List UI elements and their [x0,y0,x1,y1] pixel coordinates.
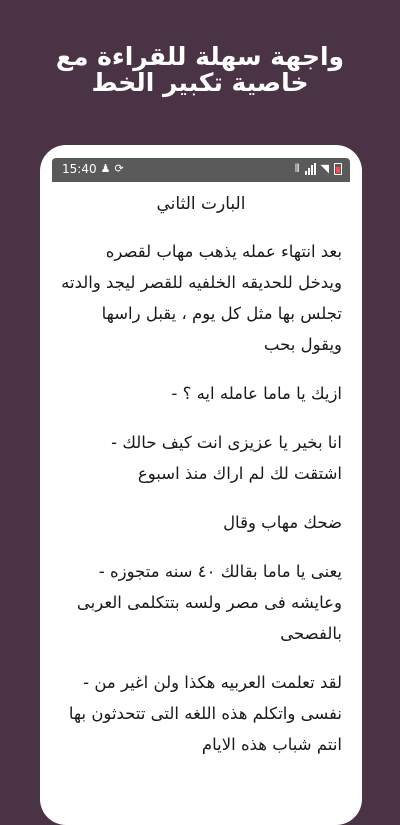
paragraph: انا بخير يا عزيزى انت كيف حالك - اشتقت لك لم اراك منذ اسبوع [111,433,342,483]
paragraph: يعنى يا ماما بقالك ٤٠ سنه متجوزه - وعايشه فى مصر ولسه بتتكلمى العربى بالفصحى [76,562,342,643]
status-time: 15:40 [62,162,97,176]
status-bar [52,158,350,182]
sync-icon: ⟳ [114,162,124,175]
promo-line-1: واجهة سهلة للقراءة مع [55,42,345,71]
paragraph: ضحك مهاب وقال [223,513,342,532]
battery-icon [334,163,342,175]
chapter-title: البارت الثاني [156,194,246,214]
person-icon: ♟ [100,162,111,175]
paragraph: بعد انتهاء عمله يذهب مهاب لقصره ويدخل للحديقه الخلفيه للقصر ليجد والدته تجلس بها مثل كل يوم ، يقبل راسها ويقول بحب [61,242,342,354]
paragraph: ازيك يا ماما عامله ايه ؟ - [171,384,342,403]
vibrate-icon: ⦀ [294,162,300,175]
signal-icon [305,163,316,175]
reading-view[interactable] [52,182,350,822]
promo-line-2: خاصية تكبير الخط [91,68,309,97]
promo-headline [0,44,400,96]
wifi-icon: ◥ [320,162,329,175]
phone-frame [40,145,362,825]
paragraph: لقد تعلمت العربيه هكذا ولن اغير من - نفسى واتكلم هذه اللغه التى تتحدثون بها انتم شباب هذه الايام [68,673,342,754]
